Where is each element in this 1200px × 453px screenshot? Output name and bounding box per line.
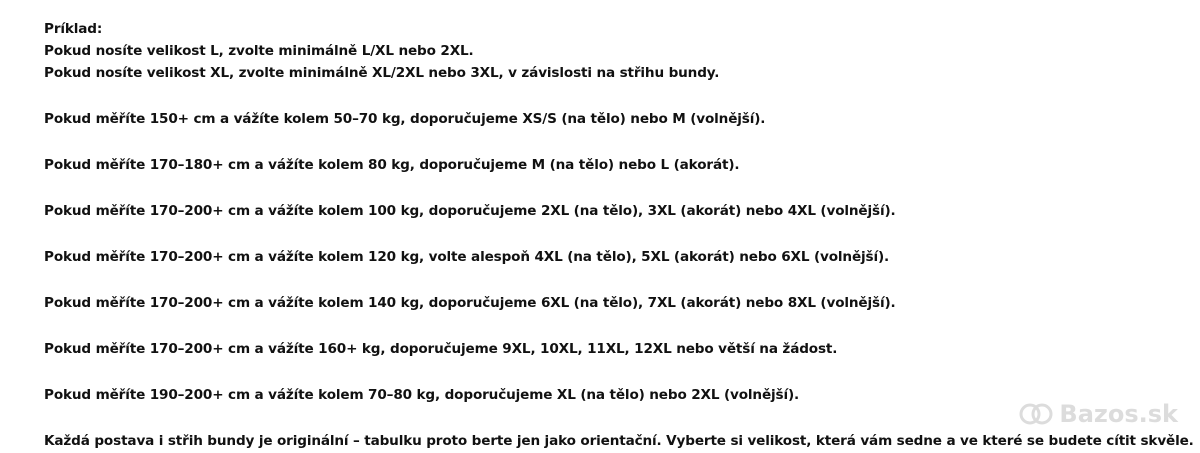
recommendation-line: Pokud měříte 170–200+ cm a vážíte 160+ kg, doporučujeme 9XL, 10XL, 11XL, 12XL nebo větší na žádost.: [44, 341, 838, 357]
recommendation-line: Pokud měříte 190–200+ cm a vážíte kolem 70–80 kg, doporučujeme XL (na tělo) nebo 2XL (volnější).: [44, 387, 800, 403]
recommendation-line: Pokud měříte 150+ cm a vážíte kolem 50–70 kg, doporučujeme XS/S (na tělo) nebo M (volnější).: [44, 111, 766, 127]
recommendation-line: Pokud měříte 170–200+ cm a vážíte kolem 100 kg, doporučujeme 2XL (na tělo), 3XL (akorát) nebo 4XL (volnější).: [44, 203, 896, 219]
recommendation-line: Pokud měříte 170–200+ cm a vážíte kolem 120 kg, volte alespoň 4XL (na tělo), 5XL (akorát) nebo 6XL (volnější).: [44, 249, 890, 265]
recommendation-line: Pokud měříte 170–180+ cm a vážíte kolem 80 kg, doporučujeme M (na tělo) nebo L (akorát).: [44, 157, 740, 173]
example-heading: Príklad:: [44, 21, 103, 37]
example-line: Pokud nosíte velikost XL, zvolte minimálně XL/2XL nebo 3XL, v závislosti na střihu bundy.: [44, 65, 720, 81]
bazos-watermark: [1019, 400, 1178, 428]
recommendation-line: Pokud měříte 170–200+ cm a vážíte kolem 140 kg, doporučujeme 6XL (na tělo), 7XL (akorát) nebo 8XL (volnější).: [44, 295, 896, 311]
watermark-text: Bazos.sk: [1059, 400, 1178, 428]
bazos-logo-icon: [1019, 401, 1053, 427]
example-line: Pokud nosíte velikost L, zvolte minimálně L/XL nebo 2XL.: [44, 43, 474, 59]
size-guide-text: [44, 18, 1194, 452]
disclaimer-note: Každá postava i střih bundy je originální – tabulku proto berte jen jako orientační. Vyberte si velikost, která vám sedne a ve které se budete cítit skvěle.: [44, 433, 1194, 449]
